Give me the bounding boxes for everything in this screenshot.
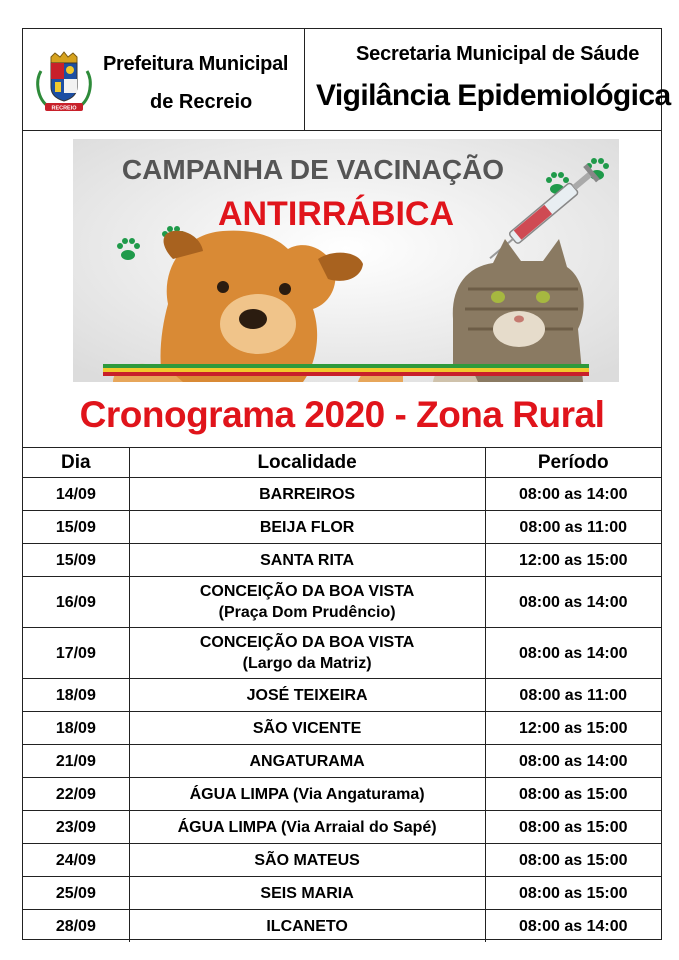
cell-periodo: 08:00 as 15:00 [485, 811, 661, 844]
cell-localidade: SANTA RITA [129, 544, 485, 577]
cell-localidade: ÁGUA LIMPA (Via Arraial do Sapé) [129, 811, 485, 844]
cell-dia: 24/09 [23, 844, 129, 877]
vigilancia-title: Vigilância Epidemiológica [316, 79, 671, 112]
cell-dia: 21/09 [23, 745, 129, 778]
cell-periodo: 08:00 as 11:00 [485, 511, 661, 544]
cell-periodo: 08:00 as 15:00 [485, 877, 661, 910]
cell-periodo: 08:00 as 15:00 [485, 844, 661, 877]
cell-periodo: 08:00 as 14:00 [485, 745, 661, 778]
cell-localidade: SEIS MARIA [129, 877, 485, 910]
table-row [23, 811, 661, 844]
banner-stripe-yellow [103, 368, 589, 372]
cell-localidade: ILCANETO [129, 910, 485, 943]
header-localidade: Localidade [129, 448, 485, 478]
table-row [23, 544, 661, 577]
cell-localidade: BARREIROS [129, 478, 485, 511]
table-row [23, 877, 661, 910]
cell-periodo: 08:00 as 14:00 [485, 628, 661, 679]
table-row [23, 910, 661, 943]
header-dia: Dia [23, 448, 129, 478]
cell-localidade-name: CONCEIÇÃO DA BOA VISTA [199, 634, 415, 651]
cell-localidade: SÃO MATEUS [129, 844, 485, 877]
cell-periodo: 12:00 as 15:00 [485, 712, 661, 745]
banner-line-2: ANTIRRÁBICA [217, 195, 455, 233]
cell-localidade: ÁGUA LIMPA (Via Angaturama) [129, 778, 485, 811]
cell-localidade [129, 628, 485, 679]
cell-periodo: 08:00 as 14:00 [485, 478, 661, 511]
cell-localidade-detail: (Praça Dom Prudêncio) [218, 604, 396, 621]
cell-dia: 28/09 [23, 910, 129, 943]
header [23, 29, 671, 131]
cell-localidade-name: CONCEIÇÃO DA BOA VISTA [199, 583, 415, 600]
cell-localidade: SÃO VICENTE [129, 712, 485, 745]
cell-localidade: JOSÉ TEIXEIRA [129, 679, 485, 712]
crest-label: RECREIO [51, 105, 77, 112]
cell-dia: 15/09 [23, 544, 129, 577]
table-row [23, 712, 661, 745]
prefeitura-line-1: Prefeitura Municipal [103, 53, 289, 75]
cell-periodo: 12:00 as 15:00 [485, 544, 661, 577]
table-header-row [23, 448, 661, 478]
cell-dia: 18/09 [23, 712, 129, 745]
cell-dia: 17/09 [23, 628, 129, 679]
table-row [23, 628, 661, 679]
schedule-table [23, 447, 661, 942]
banner-stripe-green [103, 364, 589, 368]
table-row [23, 844, 661, 877]
cell-dia: 18/09 [23, 679, 129, 712]
banner-line-1: CAMPANHA DE VACINAÇÃO [121, 154, 505, 185]
cell-periodo: 08:00 as 14:00 [485, 910, 661, 943]
cell-localidade: BEIJA FLOR [129, 511, 485, 544]
header-left-cell [23, 29, 305, 130]
header-periodo: Período [485, 448, 661, 478]
cell-localidade-detail: (Largo da Matriz) [242, 655, 372, 672]
schedule-title: Cronograma 2020 - Zona Rural [79, 394, 605, 435]
campaign-banner [73, 139, 619, 382]
cell-periodo: 08:00 as 11:00 [485, 679, 661, 712]
table-row [23, 745, 661, 778]
table-row [23, 478, 661, 511]
cell-dia: 14/09 [23, 478, 129, 511]
table-row [23, 778, 661, 811]
cell-localidade: ANGATURAMA [129, 745, 485, 778]
cell-dia: 16/09 [23, 577, 129, 628]
cell-dia: 23/09 [23, 811, 129, 844]
cell-localidade [129, 577, 485, 628]
table-row [23, 679, 661, 712]
table-row [23, 577, 661, 628]
municipal-crest-icon [31, 49, 97, 115]
document-frame [22, 28, 671, 940]
cell-dia: 25/09 [23, 877, 129, 910]
cell-dia: 15/09 [23, 511, 129, 544]
table-row [23, 511, 661, 544]
cell-dia: 22/09 [23, 778, 129, 811]
cell-periodo: 08:00 as 14:00 [485, 577, 661, 628]
cell-periodo: 08:00 as 15:00 [485, 778, 661, 811]
prefeitura-line-2: de Recreio [150, 91, 253, 113]
secretaria-title: Secretaria Municipal de Sáude [356, 43, 640, 65]
banner-stripe-red [103, 372, 589, 376]
